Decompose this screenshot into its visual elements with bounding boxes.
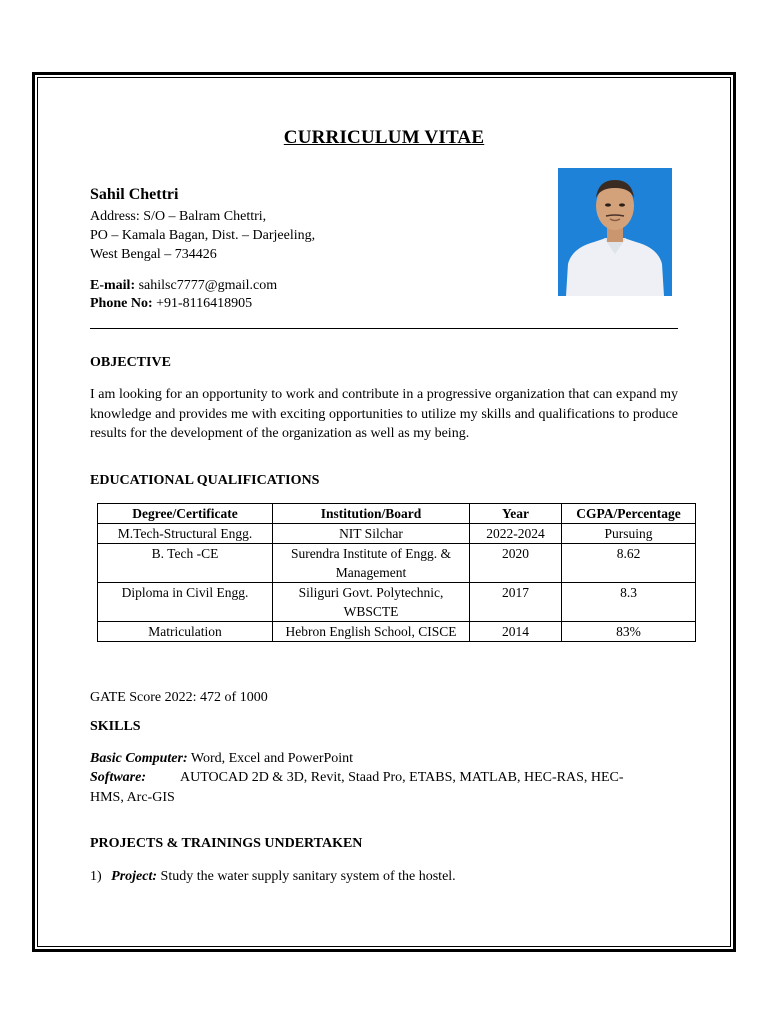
table-cell-institution: Siliguri Govt. Polytechnic, WBSCTE [273, 583, 470, 622]
skill-software-value-line-2: HMS, Arc-GIS [90, 790, 175, 805]
table-cell-cgpa: 8.3 [562, 583, 696, 622]
skill-basic-label: Basic Computer: [90, 751, 188, 766]
table-cell-year: 2017 [470, 583, 562, 622]
table-cell-year: 2014 [470, 622, 562, 642]
candidate-name: Sahil Chettri [90, 186, 179, 203]
skill-software [90, 768, 146, 787]
email-label: E-mail: [90, 278, 136, 293]
address-line-2: PO – Kamala Bagan, Dist. – Darjeeling, [90, 228, 316, 243]
table-cell-cgpa: 8.62 [562, 544, 696, 583]
project-number: 1) [90, 869, 102, 884]
table-header-row [98, 504, 696, 524]
document-title: CURRICULUM VITAE [283, 127, 485, 148]
education-table [97, 503, 696, 642]
objective-text: I am looking for an opportunity to work and contribute in a progressive organization that can expand my knowledge and provides me with exciting opportunities to utilize my skills and qualifications to produce results for the development of the organization as well as my being. [90, 387, 678, 441]
column-header-year: Year [470, 504, 562, 524]
table-row [98, 622, 696, 642]
address-line-1: Address: S/O – Balram Chettri, [90, 209, 267, 224]
table-cell-institution: NIT Silchar [273, 524, 470, 544]
header-divider [90, 328, 678, 329]
email-value: sahilsc7777@gmail.com [138, 278, 278, 293]
skill-basic-value: Word, Excel and PowerPoint [190, 751, 354, 766]
project-text: Study the water supply sanitary system of the hostel. [160, 869, 456, 884]
skill-software-value-line-1: AUTOCAD 2D & 3D, Revit, Staad Pro, ETABS, MATLAB, HEC-RAS, HEC- [180, 770, 624, 785]
phone-label: Phone No: [90, 296, 153, 311]
column-header-degree: Degree/Certificate [98, 504, 273, 524]
table-cell-degree: B. Tech -CE [98, 544, 273, 583]
profile-photo [558, 168, 672, 296]
skills-heading: SKILLS [90, 719, 141, 734]
skill-basic-computer [90, 749, 353, 768]
email-line [90, 276, 277, 295]
table-cell-year: 2020 [470, 544, 562, 583]
table-cell-institution: Hebron English School, CISCE [273, 622, 470, 642]
education-heading: EDUCATIONAL QUALIFICATIONS [90, 473, 320, 488]
table-cell-degree: Matriculation [98, 622, 273, 642]
projects-heading: PROJECTS & TRAININGS UNDERTAKEN [90, 836, 363, 851]
project-label: Project: [111, 869, 158, 884]
table-cell-year: 2022-2024 [470, 524, 562, 544]
skill-software-label: Software: [90, 770, 146, 785]
table-cell-degree: Diploma in Civil Engg. [98, 583, 273, 622]
table-cell-cgpa: 83% [562, 622, 696, 642]
phone-line [90, 294, 252, 313]
column-header-institution: Institution/Board [273, 504, 470, 524]
table-cell-institution: Surendra Institute of Engg. & Management [273, 544, 470, 583]
table-cell-degree: M.Tech-Structural Engg. [98, 524, 273, 544]
table-cell-cgpa: Pursuing [562, 524, 696, 544]
phone-value: +91-8116418905 [156, 296, 253, 311]
table-row [98, 544, 696, 583]
table-row [98, 583, 696, 622]
objective-heading: OBJECTIVE [90, 355, 171, 370]
address-line-3: West Bengal – 734426 [90, 247, 217, 262]
profile-photo-illustration [558, 168, 672, 296]
table-row [98, 524, 696, 544]
project-item [90, 867, 456, 886]
gate-score: GATE Score 2022: 472 of 1000 [90, 690, 268, 705]
column-header-cgpa: CGPA/Percentage [562, 504, 696, 524]
